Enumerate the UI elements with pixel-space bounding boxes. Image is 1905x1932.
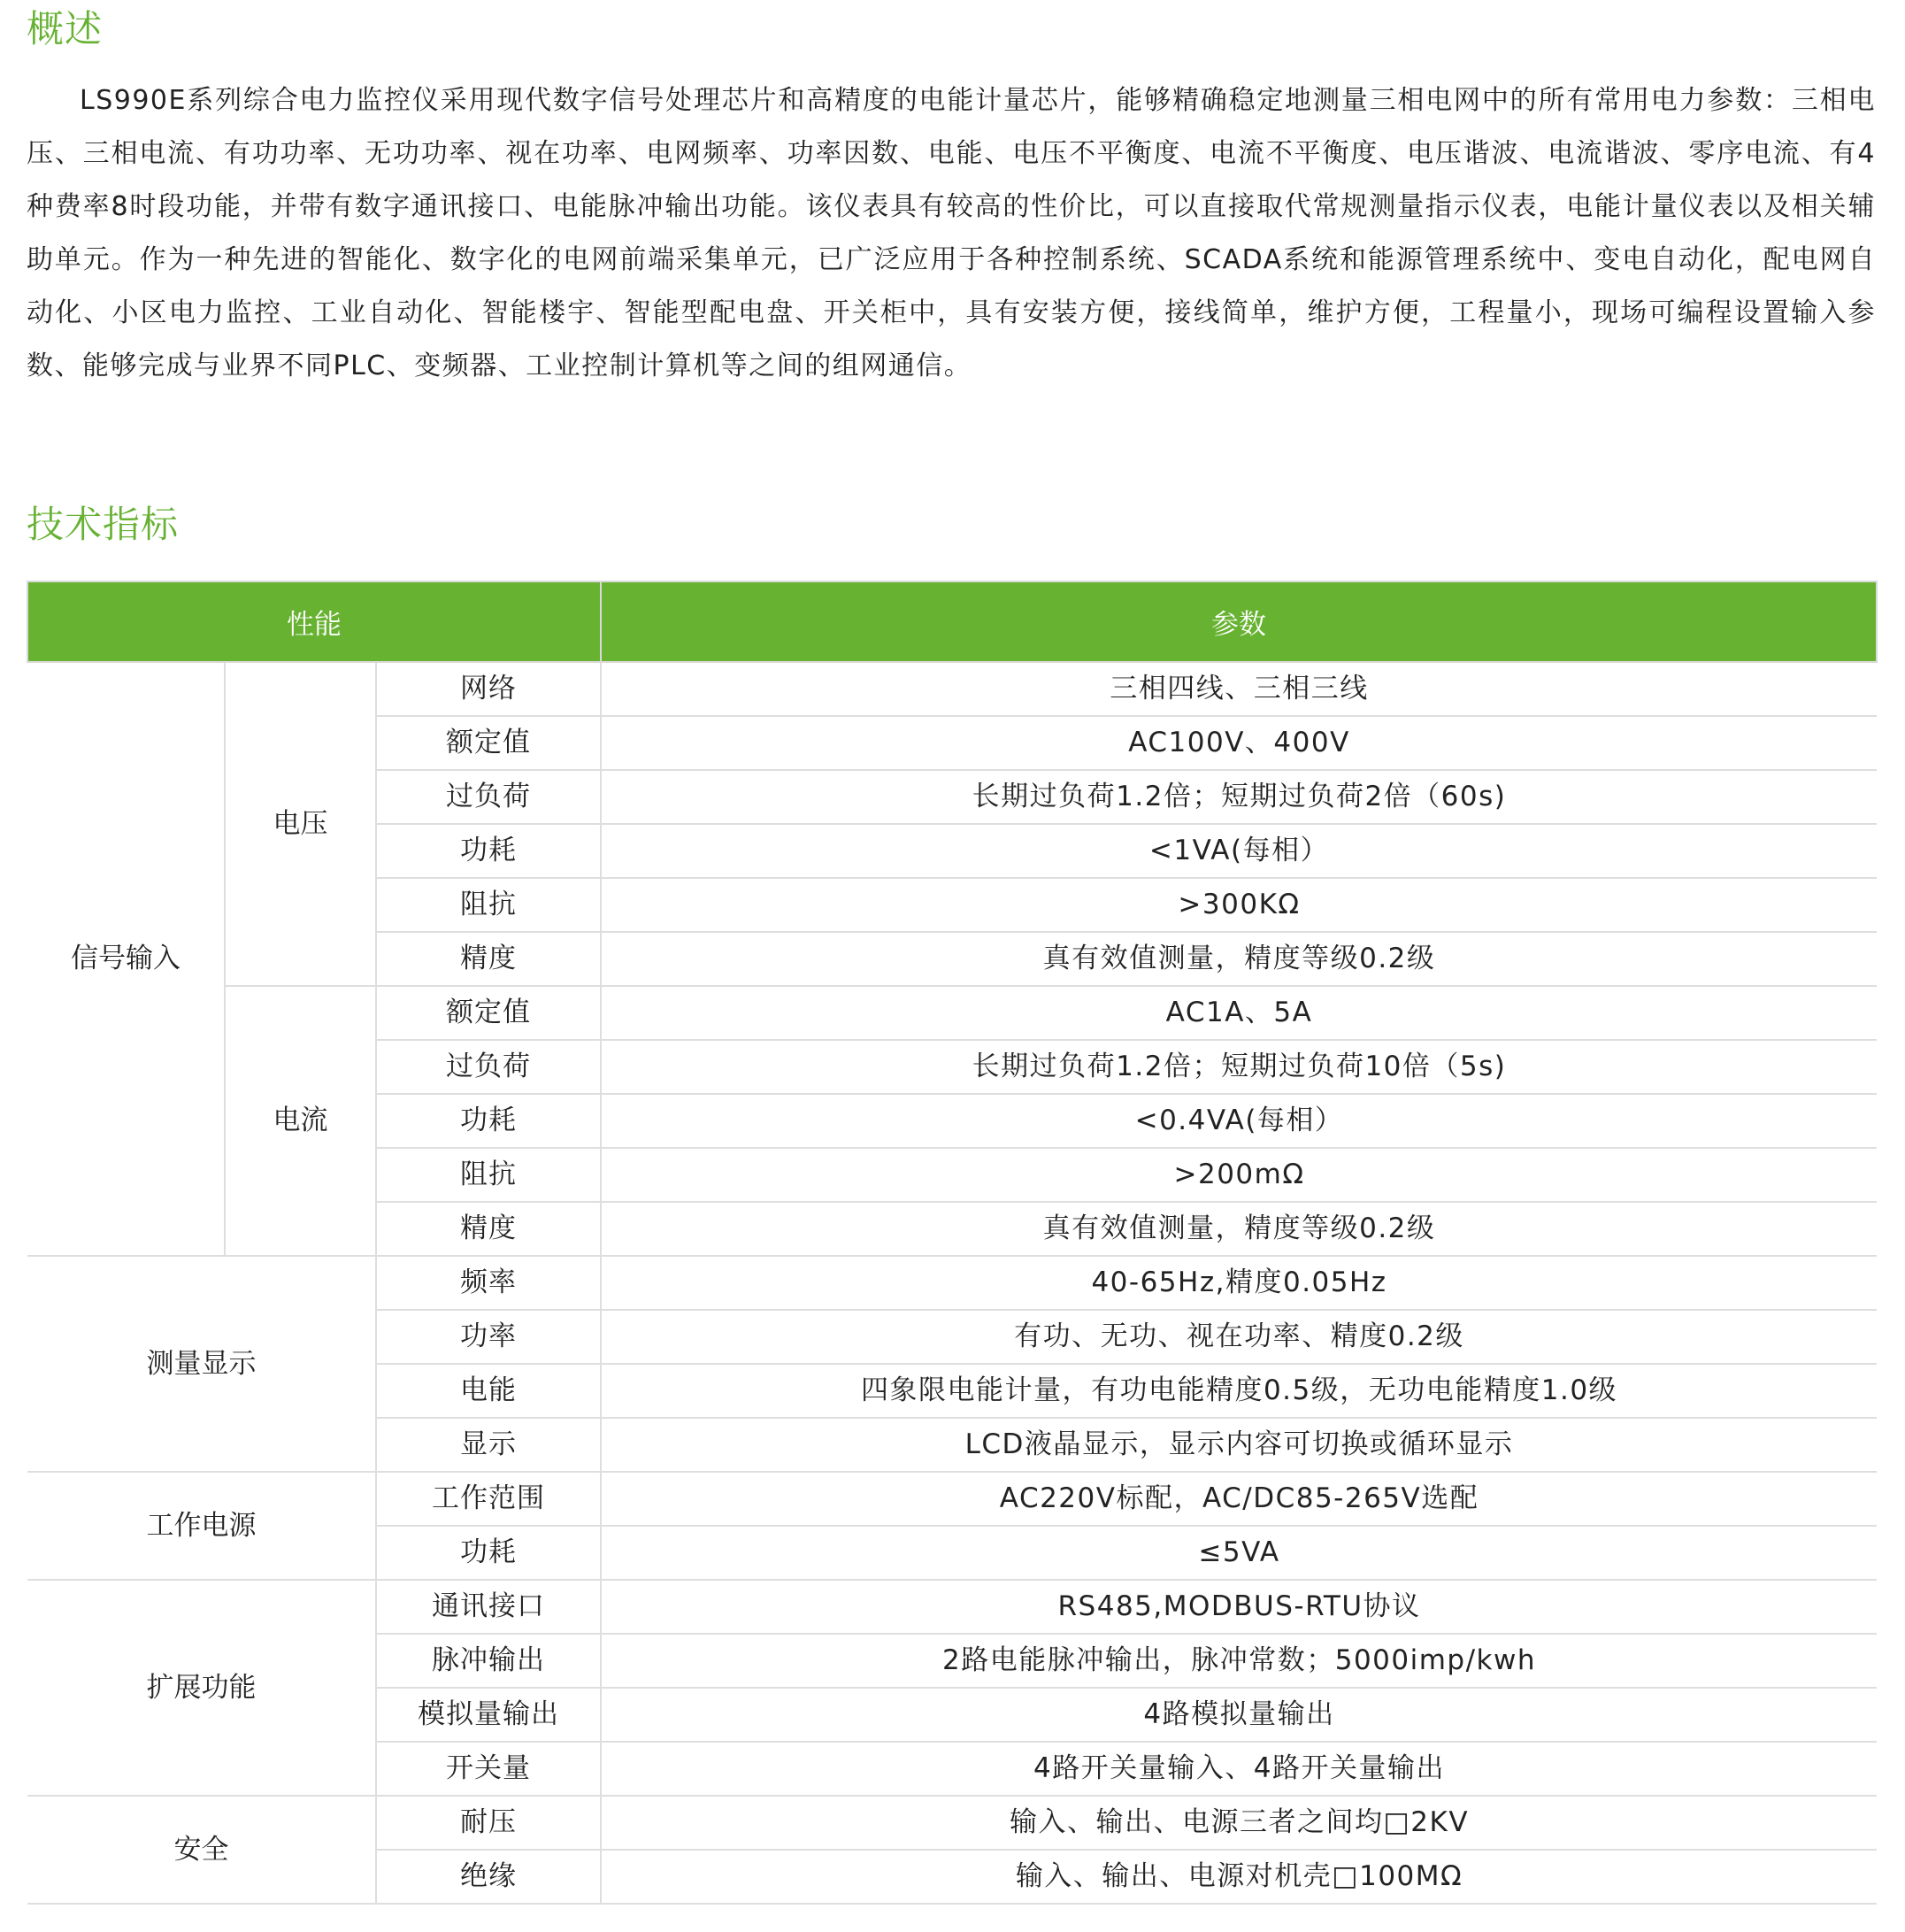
row-value: 输入、输出、电源对机壳□100MΩ <box>601 1850 1877 1904</box>
row-item: 网络 <box>376 662 601 716</box>
row-value: 4路模拟量输出 <box>601 1688 1877 1742</box>
table-row <box>27 1796 1877 1850</box>
row-value: 40-65Hz,精度0.05Hz <box>601 1256 1877 1310</box>
row-item: 脉冲输出 <box>376 1634 601 1688</box>
table-row <box>27 986 1877 1040</box>
row-item: 功率 <box>376 1310 601 1364</box>
header-parameter: 参数 <box>601 581 1877 662</box>
overview-paragraph: LS990E系列综合电力监控仪采用现代数字信号处理芯片和高精度的电能计量芯片，能够精确稳定地测量三相电网中的所有常用电力参数：三相电压、三相电流、有功功率、无功功率、视在功率、电网频率、功率因数、电能、电压不平衡度、电流不平衡度、电压谐波、电流谐波、零序电流、有4种费率8时段功能，并带有数字通讯接口、电能脉冲输出功能。该仪表具有较高的性价比，可以直接取代常规测量指示仪表，电能计量仪表以及相关辅助单元。作为一种先进的智能化、数字化的电网前端采集单元，已广泛应用于各种控制系统、SCADA系统和能源管理系统中、变电自动化，配电网自动化、小区电力监控、工业自动化、智能楼宇、智能型配电盘、开关柜中，具有安装方便，接线简单，维护方便，工程量小，现场可编程设置输入参数、能够完成与业界不同PLC、变频器、工业控制计算机等之间的组网通信。 <box>27 85 1876 381</box>
row-value: 2路电能脉冲输出，脉冲常数；5000imp/kwh <box>601 1634 1877 1688</box>
row-item: 显示 <box>376 1418 601 1472</box>
row-value: 四象限电能计量，有功电能精度0.5级，无功电能精度1.0级 <box>601 1364 1877 1418</box>
row-value: 有功、无功、视在功率、精度0.2级 <box>601 1310 1877 1364</box>
header-performance: 性能 <box>27 581 601 662</box>
row-item: 过负荷 <box>376 770 601 824</box>
subgroup-current: 电流 <box>225 986 376 1256</box>
spec-table <box>27 581 1878 1905</box>
table-row <box>27 662 1877 716</box>
row-item: 模拟量输出 <box>376 1688 601 1742</box>
table-row <box>27 1580 1877 1634</box>
group-signal-input: 信号输入 <box>27 662 225 1256</box>
row-value: RS485,MODBUS-RTU协议 <box>601 1580 1877 1634</box>
overview-title: 概述 <box>27 7 104 50</box>
group-extension: 扩展功能 <box>27 1580 376 1796</box>
row-value: >200mΩ <box>601 1148 1877 1202</box>
table-row <box>27 1472 1877 1526</box>
row-value: 真有效值测量，精度等级0.2级 <box>601 932 1877 986</box>
row-item: 阻抗 <box>376 878 601 932</box>
row-value: AC220V标配，AC/DC85-265V选配 <box>601 1472 1877 1526</box>
row-value: <1VA(每相） <box>601 824 1877 878</box>
row-value: <0.4VA(每相） <box>601 1094 1877 1148</box>
row-item: 精度 <box>376 932 601 986</box>
table-header-row <box>27 581 1877 662</box>
row-value: AC1A、5A <box>601 986 1877 1040</box>
row-item: 阻抗 <box>376 1148 601 1202</box>
row-item: 功耗 <box>376 1526 601 1580</box>
row-item: 工作范围 <box>376 1472 601 1526</box>
row-item: 电能 <box>376 1364 601 1418</box>
row-value: >300KΩ <box>601 878 1877 932</box>
row-item: 过负荷 <box>376 1040 601 1094</box>
row-value: 输入、输出、电源三者之间均□2KV <box>601 1796 1877 1850</box>
row-item: 功耗 <box>376 1094 601 1148</box>
subgroup-voltage: 电压 <box>225 662 376 986</box>
row-item: 绝缘 <box>376 1850 601 1904</box>
row-value: 长期过负荷1.2倍；短期过负荷10倍（5s) <box>601 1040 1877 1094</box>
row-item: 频率 <box>376 1256 601 1310</box>
row-value: AC100V、400V <box>601 716 1877 770</box>
row-value: 4路开关量输入、4路开关量输出 <box>601 1742 1877 1796</box>
group-measure-display: 测量显示 <box>27 1256 376 1472</box>
row-item: 功耗 <box>376 824 601 878</box>
specs-title: 技术指标 <box>27 503 180 546</box>
row-item: 精度 <box>376 1202 601 1256</box>
row-item: 额定值 <box>376 986 601 1040</box>
row-value: LCD液晶显示，显示内容可切换或循环显示 <box>601 1418 1877 1472</box>
row-item: 额定值 <box>376 716 601 770</box>
row-value: ≤5VA <box>601 1526 1877 1580</box>
table-row <box>27 1256 1877 1310</box>
row-item: 通讯接口 <box>376 1580 601 1634</box>
row-value: 真有效值测量，精度等级0.2级 <box>601 1202 1877 1256</box>
group-safety: 安全 <box>27 1796 376 1904</box>
row-value: 长期过负荷1.2倍；短期过负荷2倍（60s) <box>601 770 1877 824</box>
row-item: 耐压 <box>376 1796 601 1850</box>
row-item: 开关量 <box>376 1742 601 1796</box>
row-value: 三相四线、三相三线 <box>601 662 1877 716</box>
group-power-supply: 工作电源 <box>27 1472 376 1580</box>
